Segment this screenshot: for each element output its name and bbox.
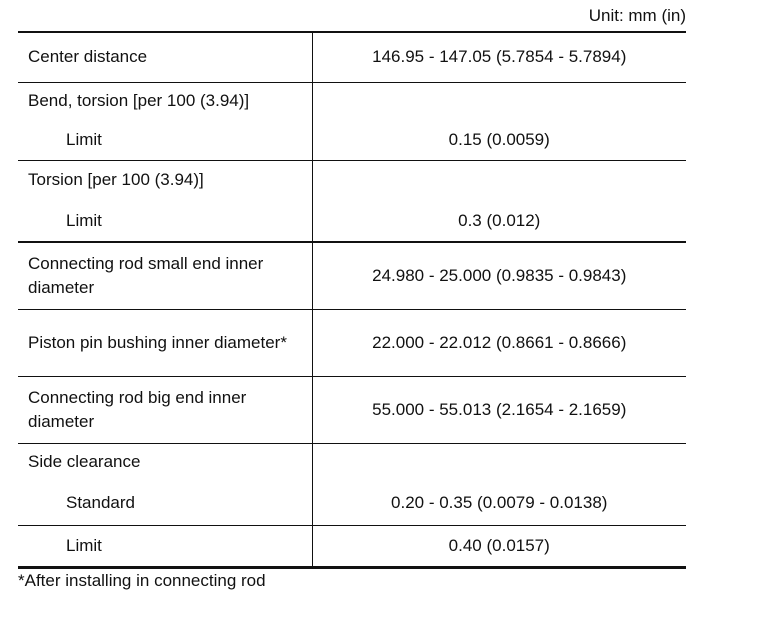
row-value-center-distance: 146.95 - 147.05 (5.7854 - 5.7894) (312, 32, 686, 82)
footnote: *After installing in connecting rod (18, 571, 266, 590)
row-value-small-end: 24.980 - 25.000 (0.9835 - 0.9843) (312, 242, 686, 309)
table-row (18, 242, 686, 309)
row-label-torsion-limit: Limit (66, 210, 102, 230)
row-value-bend-torsion (312, 82, 686, 120)
row-value-piston-pin: 22.000 - 22.012 (0.8661 - 0.8666) (312, 309, 686, 376)
row-value-torsion-limit: 0.3 (0.012) (312, 200, 686, 242)
row-label-big-end: Connecting rod big end inner diameter (18, 376, 312, 443)
row-value-bend-limit: 0.15 (0.0059) (312, 120, 686, 160)
table-row (18, 376, 686, 443)
row-label-standard: Standard (66, 492, 135, 512)
table-row (18, 82, 686, 120)
row-value-side-limit: 0.40 (0.0157) (312, 525, 686, 567)
row-label-side-limit: Limit (18, 525, 312, 567)
table-row (18, 200, 686, 242)
table-row (18, 309, 686, 376)
table-row (18, 160, 686, 200)
spec-table (18, 31, 686, 569)
row-value-torsion (312, 160, 686, 200)
row-value-standard: 0.20 - 0.35 (0.0079 - 0.0138) (312, 481, 686, 525)
row-label-center-distance: Center distance (18, 32, 312, 82)
table-row (18, 443, 686, 481)
row-label-piston-pin: Piston pin bushing inner diameter* (18, 309, 312, 376)
row-label-side-clearance: Side clearance (18, 443, 312, 481)
row-label-small-end: Connecting rod small end inner diameter (18, 242, 312, 309)
row-value-big-end: 55.000 - 55.013 (2.1654 - 2.1659) (312, 376, 686, 443)
row-label-bend-torsion: Bend, torsion [per 100 (3.94)] (18, 82, 312, 120)
table-row (18, 525, 686, 567)
table-row (18, 32, 686, 82)
row-label-torsion: Torsion [per 100 (3.94)] (18, 160, 312, 200)
row-label-bend-limit: Limit (66, 129, 102, 149)
table-row (18, 481, 686, 525)
unit-label: Unit: mm (in) (588, 6, 686, 25)
table-row (18, 120, 686, 160)
row-value-side-clearance (312, 443, 686, 481)
